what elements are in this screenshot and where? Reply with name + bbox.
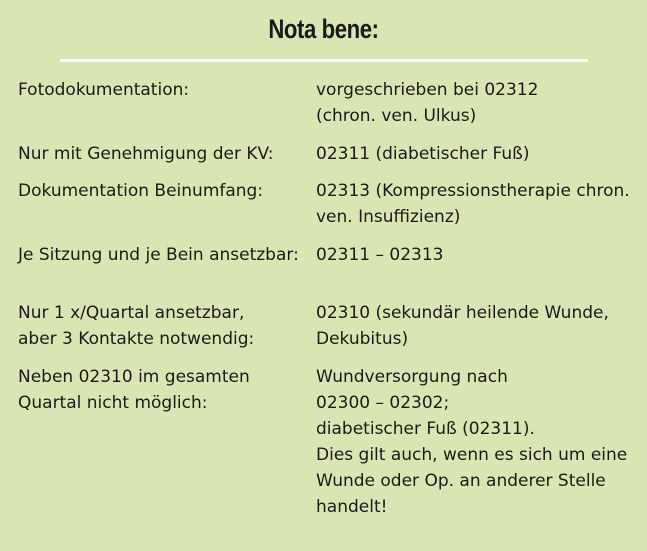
row-value — [316, 242, 636, 268]
row-value-line: Wunde oder Op. an anderer Stelle — [316, 471, 606, 491]
row-value-line: Wundversorgung nach — [316, 367, 508, 387]
row-label — [18, 141, 308, 167]
row-label-line: aber 3 Kontakte notwendig: — [18, 329, 255, 349]
row-value-line: ven. Insuffizienz) — [316, 207, 461, 227]
row-label-line: Fotodokumentation: — [18, 80, 190, 100]
row-value-line: vorgeschrieben bei 02312 — [316, 80, 539, 100]
box-title: Nota bene: — [268, 14, 379, 44]
row-value-line: 02310 (sekundär heilende Wunde, — [316, 303, 609, 323]
row-value-line: handelt! — [316, 497, 388, 517]
row-label — [18, 242, 308, 268]
row-label-line: Dokumentation Beinumfang: — [18, 181, 264, 201]
row-value — [316, 141, 636, 167]
row-value-line: Dies gilt auch, wenn es sich um eine — [316, 445, 628, 465]
row-label-line: Quartal nicht möglich: — [18, 393, 208, 413]
row-value-line: 02300 – 02302; — [316, 393, 450, 413]
row-label — [18, 178, 308, 204]
row-value-line: Dekubitus) — [316, 329, 409, 349]
row-value-line: diabetischer Fuß (02311). — [316, 419, 535, 439]
row-value-line: 02311 (diabetischer Fuß) — [316, 144, 530, 164]
row-value-line: 02313 (Kompressionstherapie chron. — [316, 181, 630, 201]
row-value — [316, 178, 636, 230]
row-label-line: Je Sitzung und je Bein ansetzbar: — [18, 245, 299, 265]
row-value-line: (chron. ven. Ulkus) — [316, 106, 477, 126]
row-label-line: Neben 02310 im gesamten — [18, 367, 250, 387]
row-label — [18, 364, 308, 416]
row-value — [316, 77, 636, 129]
row-value — [316, 364, 636, 520]
title-divider — [60, 59, 588, 62]
row-label-line: Nur 1 x/Quartal ansetzbar, — [18, 303, 245, 323]
row-label — [18, 300, 308, 352]
row-value-line: 02311 – 02313 — [316, 245, 444, 265]
row-label-line: Nur mit Genehmigung der KV: — [18, 144, 274, 164]
row-label — [18, 77, 308, 103]
row-value — [316, 300, 636, 352]
